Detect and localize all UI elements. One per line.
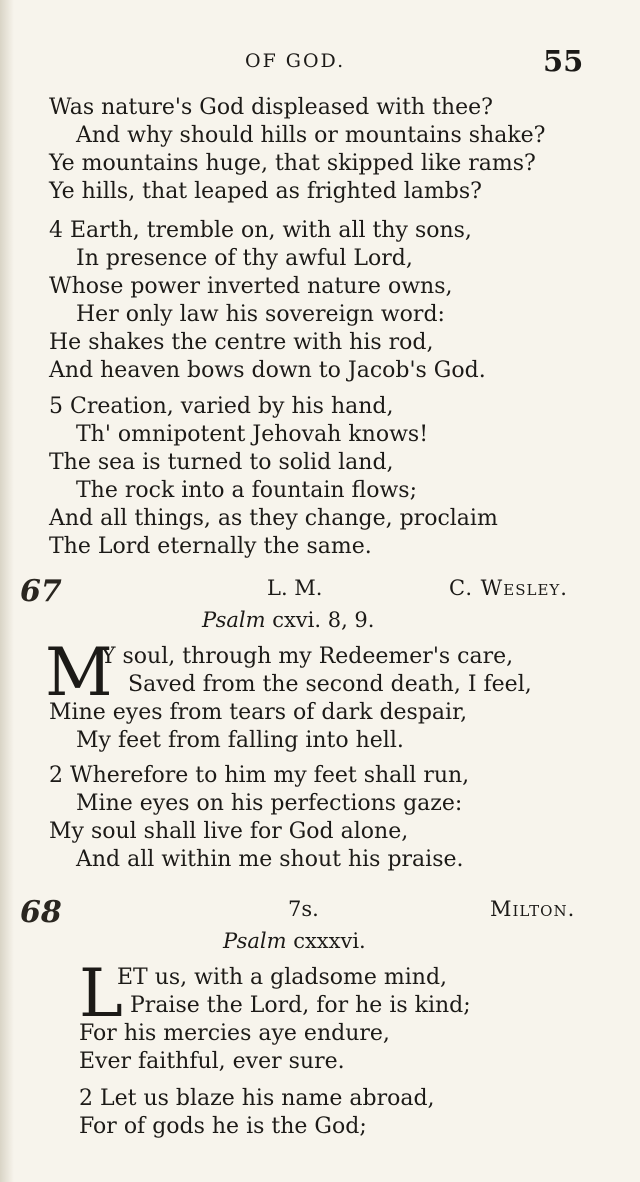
verse-line: And all things, as they change, proclaim	[49, 506, 498, 531]
verse-line: Mine eyes on his perfections gaze:	[76, 791, 463, 816]
verse-line: And heaven bows down to Jacob's God.	[49, 358, 486, 383]
verse-line: My feet from falling into hell.	[76, 728, 404, 753]
hymn-67-psalm-reference	[202, 608, 374, 632]
hymn-68-psalm-reference	[223, 929, 366, 953]
drop-cap: L	[79, 955, 123, 1032]
verse-line: In presence of thy awful Lord,	[76, 246, 413, 271]
stanza-number: 4	[49, 218, 63, 243]
verse-text: Earth, tremble on, with all thy sons,	[70, 218, 472, 243]
running-head-title: OF GOD.	[245, 50, 346, 72]
verse-line-first	[79, 1085, 435, 1113]
verse-line: For of gods he is the God;	[79, 1114, 367, 1139]
hymn-meter: L. M.	[267, 576, 323, 600]
verse-line: My soul shall live for God alone,	[49, 819, 409, 844]
verse-line: He shakes the centre with his rod,	[49, 330, 434, 355]
hymn-author: C. Wesley.	[449, 576, 568, 600]
verse-line: Mine eyes from tears of dark despair,	[49, 700, 468, 725]
running-head	[0, 44, 640, 84]
hymn-68-header	[0, 895, 640, 930]
verse-line: The sea is turned to solid land,	[49, 450, 394, 475]
hymn-author: Milton.	[490, 897, 576, 921]
verse-line: Ever faithful, ever sure.	[79, 1049, 345, 1074]
verse-line: For his mercies aye endure,	[79, 1021, 390, 1046]
verse-line: Y soul, through my Redeemer's care,	[101, 644, 514, 669]
hymn-number: 67	[20, 574, 62, 609]
hymn-67-header	[0, 574, 640, 609]
hymn-meter: 7s.	[288, 897, 319, 921]
stanza-number: 2	[49, 763, 63, 788]
verse-line-first	[49, 762, 469, 790]
verse-line: Praise the Lord, for he is kind;	[130, 993, 471, 1018]
verse-line: Her only law his sovereign word:	[76, 302, 445, 327]
verse-text: Wherefore to him my feet shall run,	[70, 763, 470, 788]
verse-line: Was nature's God displeased with thee?	[49, 95, 493, 120]
verse-line: And all within me shout his praise.	[76, 847, 464, 872]
stanza-number: 2	[79, 1086, 93, 1111]
psalm-numbers: cxxxvi.	[293, 929, 366, 953]
verse-line: Th' omnipotent Jehovah knows!	[76, 422, 429, 447]
stanza-number: 5	[49, 394, 63, 419]
drop-cap: M	[45, 634, 113, 711]
verse-line: ET us, with a gladsome mind,	[117, 965, 448, 990]
verse-line-first	[49, 217, 472, 245]
verse-line: Ye hills, that leaped as frighted lambs?	[49, 179, 482, 204]
verse-text: Let us blaze his name abroad,	[100, 1086, 435, 1111]
verse-line: Saved from the second death, I feel,	[128, 672, 532, 697]
psalm-numbers: cxvi. 8, 9.	[272, 608, 375, 632]
verse-line: And why should hills or mountains shake?	[76, 123, 546, 148]
verse-line: Whose power inverted nature owns,	[49, 274, 453, 299]
verse-line-first	[49, 393, 393, 421]
hymn-number: 68	[20, 895, 62, 930]
verse-line: The rock into a fountain flows;	[76, 478, 417, 503]
verse-line: Ye mountains huge, that skipped like rams?	[49, 151, 536, 176]
page-number: 55	[543, 44, 584, 78]
verse-line: The Lord eternally the same.	[49, 534, 372, 559]
verse-text: Creation, varied by his hand,	[70, 394, 394, 419]
psalm-word: Psalm	[223, 929, 287, 953]
psalm-word: Psalm	[202, 608, 266, 632]
